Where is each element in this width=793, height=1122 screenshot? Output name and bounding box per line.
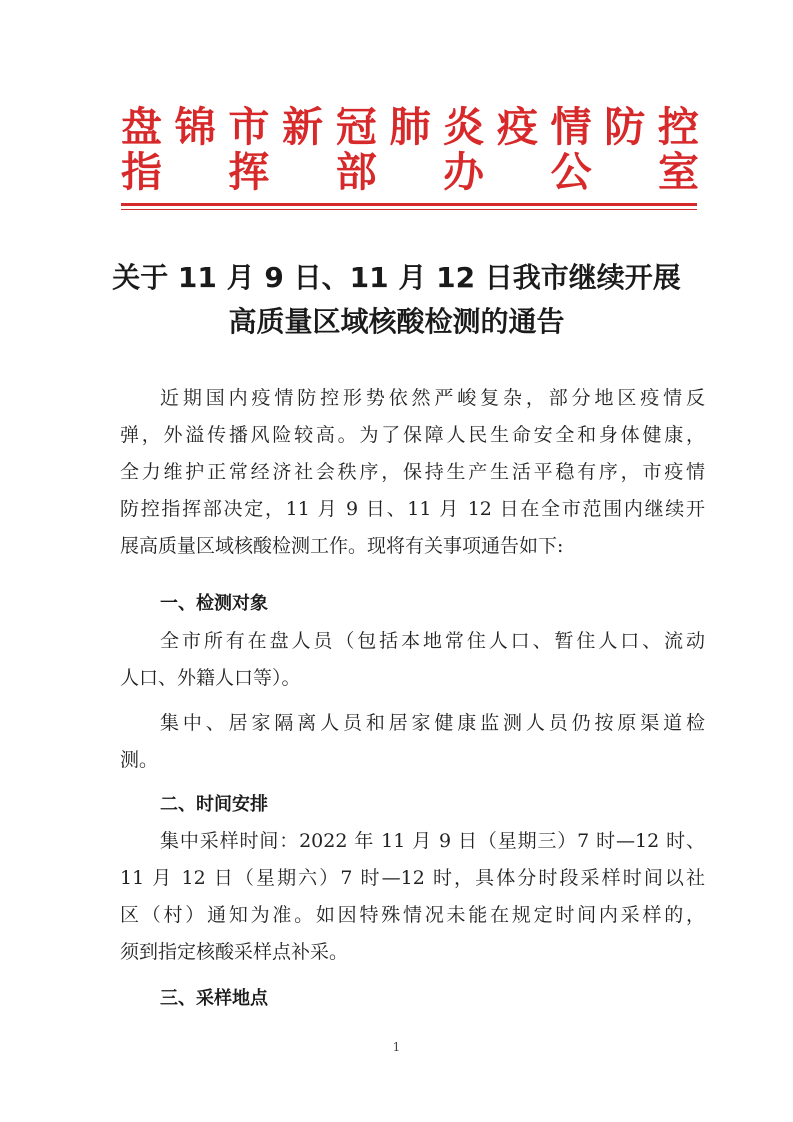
letterhead-char: 公 (550, 148, 592, 196)
letterhead-char: 室 (657, 148, 699, 196)
text-line: 全力维护正常经济社会秩序，保持生产生活平稳有序，市疫情 (120, 461, 705, 483)
letterhead-char: 市 (228, 103, 270, 151)
section-heading-sampling-location: 三、采样地点 (160, 988, 268, 1009)
section-heading-testing-subjects: 一、检测对象 (160, 593, 268, 614)
letterhead-char: 炎 (443, 103, 485, 151)
document-title-line-1: 关于 11 月 9 日、11 月 12 日我市继续开展 (112, 261, 681, 294)
letterhead-rule-thin (121, 209, 697, 210)
letterhead-char: 冠 (335, 103, 377, 151)
text-line: 展高质量区域核酸检测工作。现将有关事项通告如下: (120, 535, 564, 557)
text-line: 人口、外籍人口等）。 (120, 667, 301, 689)
letterhead-char: 新 (282, 103, 324, 151)
letterhead-char: 控 (657, 103, 699, 151)
text-line: 弹，外溢传播风险较高。为了保障人民生命安全和身体健康， (120, 424, 705, 446)
letterhead-line-1 (121, 103, 699, 151)
text-line: 集中、居家隔离人员和居家健康监测人员仍按原渠道检 (160, 712, 705, 734)
page-number: 1 (392, 1040, 401, 1054)
letterhead-line-2 (121, 148, 699, 196)
text-line: 11 月 12 日（星期六）7 时—12 时，具体分时段采样时间以社 (120, 867, 705, 889)
letterhead-char: 盘 (121, 103, 162, 151)
text-line: 集中采样时间：2022 年 11 月 9 日（星期三）7 时—12 时、 (160, 830, 705, 852)
letterhead-char: 防 (604, 103, 646, 151)
text-line: 全市所有在盘人员（包括本地常住人口、暂住人口、流动 (160, 630, 705, 652)
letterhead-char: 部 (335, 148, 377, 196)
text-line: 须到指定核酸采样点补采。 (120, 941, 349, 963)
text-line: 区（村）通知为准。如因特殊情况未能在规定时间内采样的， (120, 904, 705, 926)
letterhead-char: 挥 (228, 148, 270, 196)
letterhead-rule-thick (121, 203, 697, 206)
text-line: 测。 (120, 749, 159, 771)
letterhead-char: 办 (443, 148, 485, 196)
letterhead-char: 疫 (496, 103, 538, 151)
text-line: 防控指挥部决定，11 月 9 日、11 月 12 日在全市范围内继续开 (120, 498, 705, 520)
letterhead-char: 情 (550, 103, 592, 151)
letterhead-char: 锦 (174, 103, 216, 151)
section-heading-time-schedule: 二、时间安排 (160, 794, 268, 815)
document-title-line-2: 高质量区域核酸检测的通告 (228, 305, 565, 338)
letterhead-char: 指 (121, 148, 162, 196)
text-line: 近期国内疫情防控形势依然严峻复杂，部分地区疫情反 (160, 387, 705, 409)
letterhead-char: 肺 (389, 103, 431, 151)
